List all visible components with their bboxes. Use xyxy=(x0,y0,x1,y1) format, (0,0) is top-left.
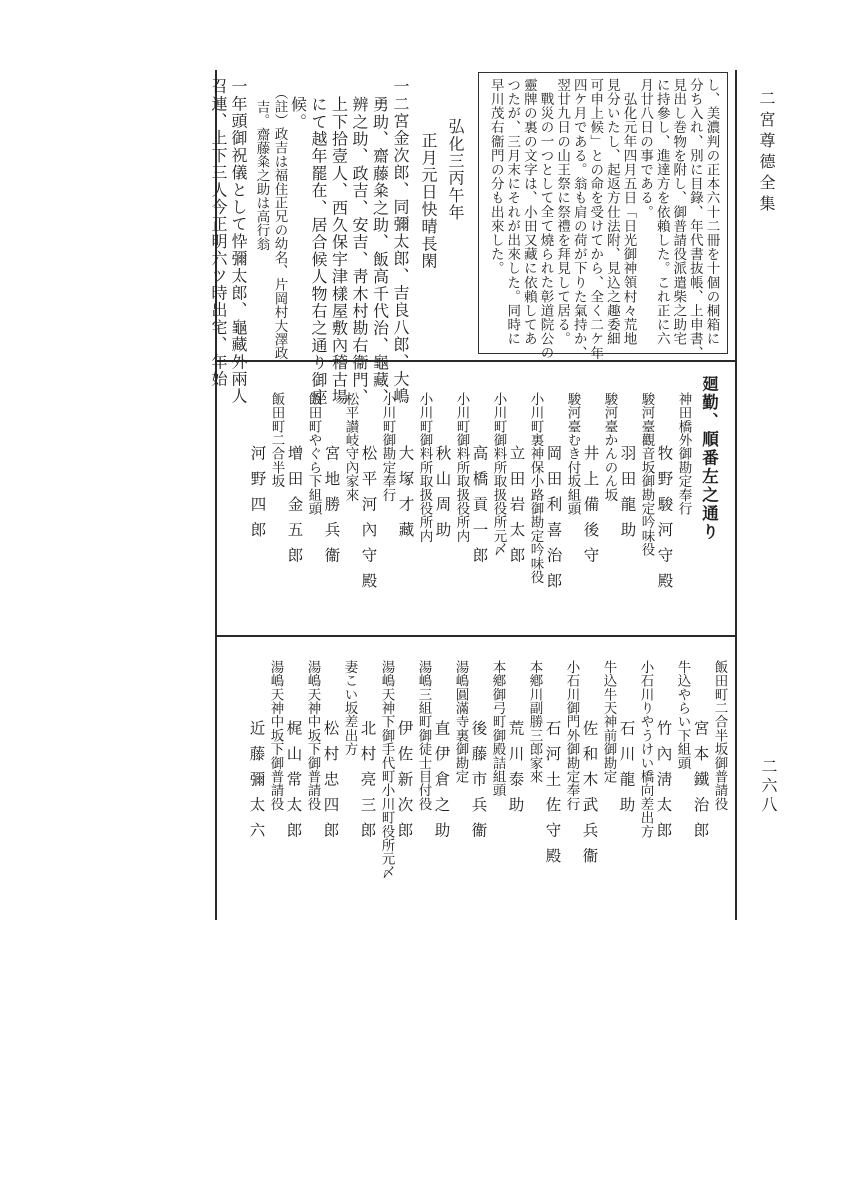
entry-office: 湯嶋圓滿寺裏御勘定 xyxy=(452,660,469,784)
entry-name: 松平河內守殿 xyxy=(359,445,378,598)
entry-name: 井上備後守 xyxy=(581,445,600,573)
entry-office: 小石川りやうけい橋向差出方 xyxy=(637,660,654,839)
entry-office: 小石川御門外御勘定奉行 xyxy=(563,660,580,811)
entry-name: 牧野駿河守殿 xyxy=(655,445,674,598)
date-line: 正月元日快晴長閑 xyxy=(419,132,438,270)
body-line: 勇助、齋藤粂之助、飯高千代治、龜藏、 xyxy=(370,96,390,406)
body-line: 一年頭御祝儀として忰彌太郎、龜藏外兩人 xyxy=(229,78,248,405)
entry-office: 本鄕川副勝三郎家來 xyxy=(526,660,543,784)
note-line: つたが、三月末にそれが出來した。同時に xyxy=(504,78,521,346)
section-divider-bottom xyxy=(215,635,736,637)
body-line: 召連、上下三人今正明六ツ時出宅、年始 xyxy=(209,78,228,388)
entry-name: 大塚才藏 xyxy=(396,445,415,547)
entry-name: 後藤市兵衞 xyxy=(469,720,488,848)
entry-name: 佐和木武兵衞 xyxy=(580,720,599,873)
entry-name: 羽田龍助 xyxy=(618,445,637,547)
entry-office: 駿河臺かんのん坂 xyxy=(601,392,618,502)
body-line: 一二宮金次郎、同彌太郎、吉良八郎、大嶋 xyxy=(391,78,410,405)
entry-office: 湯嶋三組町御徒士目付役 xyxy=(415,660,432,811)
note-line: 月廿八日の事である。 xyxy=(637,78,654,219)
year-heading: 弘化三丙午年 xyxy=(446,118,465,222)
note-line: 翌廿九日の山王祭に祭禮を拜見して居る。 xyxy=(554,78,571,346)
entry-office: 飯田町やぐら下組頭 xyxy=(305,392,322,516)
entry-name: 岡田利喜治郎 xyxy=(544,445,563,598)
entry-office: 湯嶋天神中坂下御普請役 xyxy=(304,660,321,811)
entry-name: 宮地勝兵衞 xyxy=(322,445,341,573)
entry-name: 伊佐新次郎 xyxy=(395,720,414,848)
entry-name: 高橋貢一郎 xyxy=(470,445,489,573)
entry-name: 直伊倉之助 xyxy=(432,720,451,848)
entry-office: 神田橋外御勘定奉行 xyxy=(675,392,692,516)
body-line: にて越年罷在、居合候人物右之通り御座 xyxy=(309,96,328,406)
entry-office: 本鄕御弓町御殿詰組頭 xyxy=(489,660,506,797)
entry-name: 石河土佐守殿 xyxy=(543,720,562,873)
page-number: 二六八 xyxy=(759,758,778,815)
note-line: 可申上候」との命を受けてから、全く二ケ年 xyxy=(587,78,604,360)
note-line: 見分いたし、起返方仕法附、見込之趣委細 xyxy=(603,78,620,346)
note-line: 分ち入れ、別に目錄、年代書抜帳、上申書、 xyxy=(686,78,703,360)
body-line: 上下拾壹人、西久保宇津樣屋敷內稽古場 xyxy=(329,96,349,406)
entry-office: 牛込やらい下組頭 xyxy=(674,660,691,770)
entry-name: 河野四郎 xyxy=(248,445,267,547)
note-line: 靈牌の裏の文字は、小田又藏に依賴してあ xyxy=(520,78,537,346)
footnote-line: 吉。齋藤粂之助は高行翁 xyxy=(253,100,270,251)
entry-name: 宮本鐵治郎 xyxy=(691,720,710,848)
frame-right-rule xyxy=(735,70,737,920)
entry-office: 小川町御料所取扱役所内 xyxy=(453,392,470,543)
entry-office: 妻こい坂差出方 xyxy=(341,660,358,756)
body-line: 辨之助、政吉、安吉、靑木村勘右衞門、 xyxy=(350,96,369,406)
entry-office: 小川町御料所取扱役所元〆 xyxy=(490,392,507,557)
footnote-line: （註）政吉は福住正兄の幼名、片岡村大澤政 xyxy=(271,86,288,360)
entry-name: 松村忠四郎 xyxy=(321,720,340,848)
entry-office: 駿河臺むき付坂組頭 xyxy=(564,392,581,516)
entry-name: 立田岩太郎 xyxy=(507,445,526,573)
entry-office: 牛込牛天神前御勘定 xyxy=(600,660,617,784)
entry-name: 石川龍助 xyxy=(617,720,636,822)
entry-name: 竹內淸太郎 xyxy=(654,720,673,848)
entry-office: 飯田町二合半坂御普請役 xyxy=(711,660,728,811)
entry-office: 小川町御料所取扱役所内 xyxy=(416,392,433,543)
book-title: 二宮尊德全集 xyxy=(757,90,776,216)
note-line: 弘化元年四月五日「日光御神領村々荒地 xyxy=(620,92,637,346)
entry-office: 駿河臺觀音坂御勘定吟味役 xyxy=(638,392,655,557)
entry-office: 松平讃岐守內家來 xyxy=(342,392,359,502)
note-line: 見出し巻物を附し、御普請役派遣柴之助宅 xyxy=(670,78,687,346)
note-line: 早川茂右衞門の分も出來した。 xyxy=(487,78,504,276)
entry-name: 增田金五郎 xyxy=(285,445,304,573)
entry-office: 湯嶋天神下御手代町小川町役所元〆 xyxy=(378,660,395,880)
note-line: 四ケ月である。翁も肩の荷が下りた氣持か、 xyxy=(570,78,587,360)
note-line: に持參し、進達方を依賴した。これ正に六 xyxy=(653,78,670,346)
entry-name: 荒川泰助 xyxy=(506,720,525,822)
entry-name: 北村亮三郎 xyxy=(358,720,377,848)
entry-name: 近藤彌太六 xyxy=(247,720,266,848)
entry-office: 小川町裏神保小路御勘定吟味役 xyxy=(527,392,544,584)
entry-name: 梶山常太郎 xyxy=(284,720,303,848)
section-divider-top xyxy=(215,360,736,362)
note-line: 戰災の一つとして全て燒られた彰道院公の xyxy=(537,92,554,360)
note-line: し、美濃判の正本六十二冊を十個の桐箱に xyxy=(703,78,720,346)
entry-office: 小川町御勘定奉行 xyxy=(379,392,396,502)
entry-office: 飯田町二合半坂 xyxy=(268,392,285,488)
entry-name: 秋山周助 xyxy=(433,445,452,547)
middle-heading: 廻勤、順番左之通り xyxy=(699,375,719,542)
entry-office: 湯嶋天神中坂下御普請役 xyxy=(267,660,284,811)
body-line: 候。 xyxy=(288,96,308,131)
